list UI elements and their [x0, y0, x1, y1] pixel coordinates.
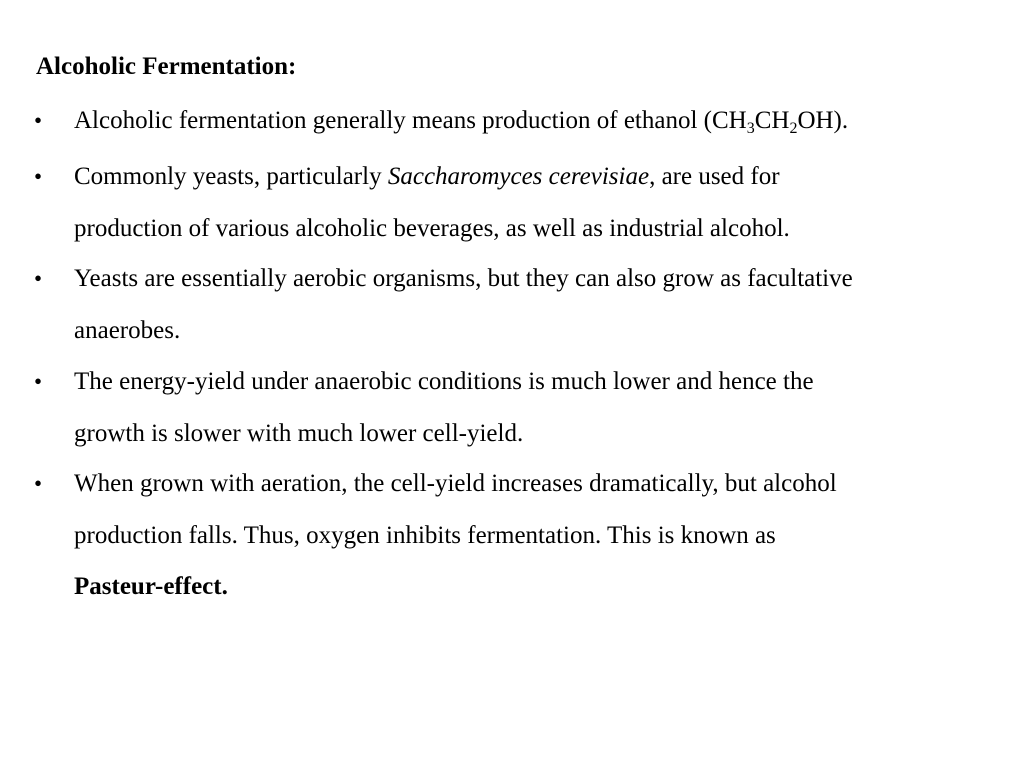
bullet-text-part: Alcoholic fermentation generally means production of ethanol (CH [74, 107, 747, 134]
subscript: 2 [789, 120, 798, 137]
bullet-text [74, 356, 974, 459]
bullet-text-part: Yeasts are essentially aerobic organisms, but they can also grow as facultative [74, 265, 853, 292]
bullet-text-part: growth is slower with much lower cell-yield. [74, 419, 524, 447]
bullet-text [74, 458, 974, 613]
bullet-text-part: When grown with aeration, the cell-yield increases dramatically, but alcohol [74, 470, 837, 497]
bullet-dot-icon: • [34, 369, 43, 394]
subscript: 3 [746, 120, 755, 137]
bullet-dot-icon: • [34, 266, 43, 291]
bullet-text-part: The energy-yield under anaerobic conditions is much lower and hence the [74, 368, 814, 395]
species-name: Saccharomyces cerevisiae [387, 163, 650, 190]
bullet-text-part: CH [754, 107, 790, 134]
bullet-text-part: production of various alcoholic beverages, as well as industrial alcohol. [74, 214, 790, 242]
bullet-dot-icon: • [34, 108, 43, 133]
bullet-text [74, 253, 974, 356]
bullet-text [74, 151, 974, 254]
bullet-text-part: , are used for [649, 163, 780, 190]
slide-heading: Alcoholic Fermentation: [36, 53, 297, 80]
pasteur-effect-term: Pasteur-effect. [74, 573, 228, 600]
bullet-dot-icon: • [34, 471, 43, 496]
bullet-text-part: OH). [797, 107, 849, 134]
bullet-text [74, 95, 974, 147]
bullet-text-part: anaerobes. [74, 316, 181, 344]
bullet-text-part: production falls. Thus, oxygen inhibits fermentation. This is known as [74, 521, 776, 549]
bullet-text-part: Commonly yeasts, particularly [74, 163, 388, 190]
bullet-dot-icon: • [34, 164, 43, 189]
